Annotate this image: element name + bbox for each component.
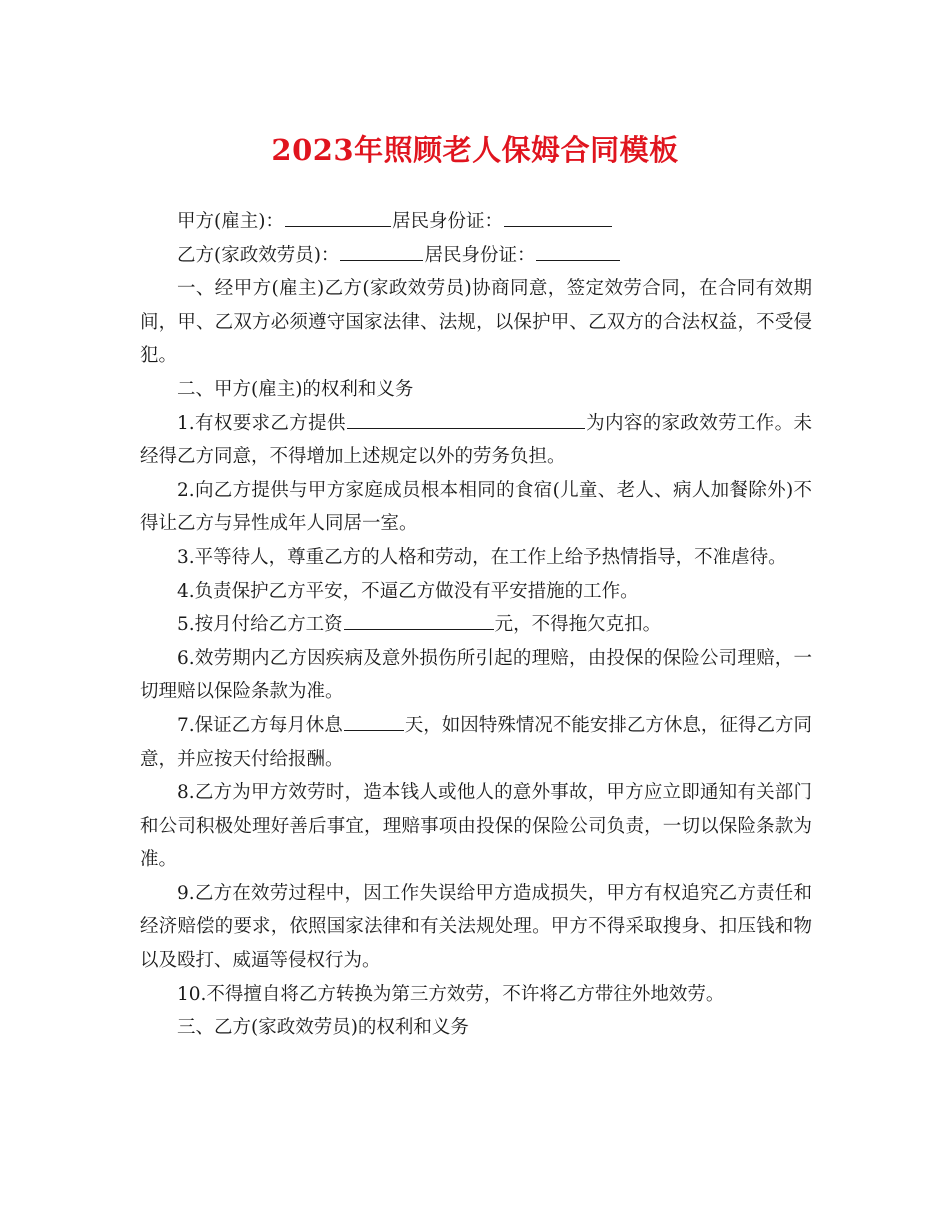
party-a-id-label: 居民身份证： <box>391 211 503 232</box>
party-b-id-label: 居民身份证： <box>424 244 536 266</box>
item-6: 6.效劳期内乙方因疾病及意外损伤所引起的理赔，由投保的保险公司理赔，一切理赔以保险条款为准。 <box>140 647 812 703</box>
salary-blank[interactable] <box>344 609 494 630</box>
item-7 <box>140 709 812 776</box>
party-a-line <box>140 205 812 239</box>
item-9: 9.乙方在效劳过程中，因工作失误给甲方造成损失，甲方有权追究乙方责任和经济赔偿的要求，依照国家法律和有关法规处理。甲方不得采取搜身、扣压钱和物以及殴打、威逼等侵权行为。 <box>140 882 812 972</box>
section-three-heading: 三、乙方(家政效劳员)的权利和义务 <box>177 1017 469 1039</box>
clause-intro: 一、经甲方(雇主)乙方(家政效劳员)协商同意，签定效劳合同，在合同有效期间，甲、乙双方必须遵守国家法律、法规，以保护甲、乙双方的合法权益，不受侵犯。 <box>140 278 812 367</box>
party-b-id-blank[interactable] <box>536 240 620 261</box>
item-7-before: 7.保证乙方每月休息 <box>177 714 343 736</box>
item-7-after: 天，如因特殊情况不能安排乙方休息，征得乙方同意，并应按天付给报酬。 <box>140 714 812 770</box>
item-10: 10.不得擅自将乙方转换为第三方效劳，不许将乙方带往外地效劳。 <box>177 983 725 1005</box>
service-content-blank[interactable] <box>347 408 585 429</box>
document-body <box>140 205 812 1045</box>
item-1-before: 1.有权要求乙方提供 <box>177 412 346 434</box>
item-1-after: 为内容的家政效劳工作。未经得乙方同意，不得增加上述规定以外的劳务负担。 <box>140 412 812 468</box>
party-b-label: 乙方(家政效劳员)： <box>177 244 340 266</box>
party-b-line <box>140 239 812 273</box>
item-4: 4.负责保护乙方平安，不逼乙方做没有平安措施的工作。 <box>177 580 639 602</box>
section-two-heading: 二、甲方(雇主)的权利和义务 <box>177 378 414 400</box>
rest-days-blank[interactable] <box>344 710 404 731</box>
item-2: 2.向乙方提供与甲方家庭成员根本相同的食宿(儿童、老人、病人加餐除外)不得让乙方与异性成年人同居一室。 <box>140 479 812 535</box>
item-3: 3.平等待人，尊重乙方的人格和劳动，在工作上给予热情指导，不准虐待。 <box>177 546 787 568</box>
party-b-name-blank[interactable] <box>340 240 423 261</box>
party-a-label: 甲方(雇主)： <box>177 211 284 232</box>
party-a-id-blank[interactable] <box>504 206 612 227</box>
document-title: 2023年照顾老人保姆合同模板 <box>271 133 679 167</box>
item-1 <box>140 407 812 474</box>
item-5 <box>140 608 812 642</box>
item-5-before: 5.按月付给乙方工资 <box>177 614 343 636</box>
party-a-name-blank[interactable] <box>285 206 391 227</box>
item-5-after: 元，不得拖欠克扣。 <box>494 614 662 636</box>
item-8: 8.乙方为甲方效劳时，造本钱人或他人的意外事故，甲方应立即通知有关部门和公司积极处理好善后事宜，理赔事项由投保的保险公司负责，一切以保险条款为准。 <box>140 782 812 871</box>
